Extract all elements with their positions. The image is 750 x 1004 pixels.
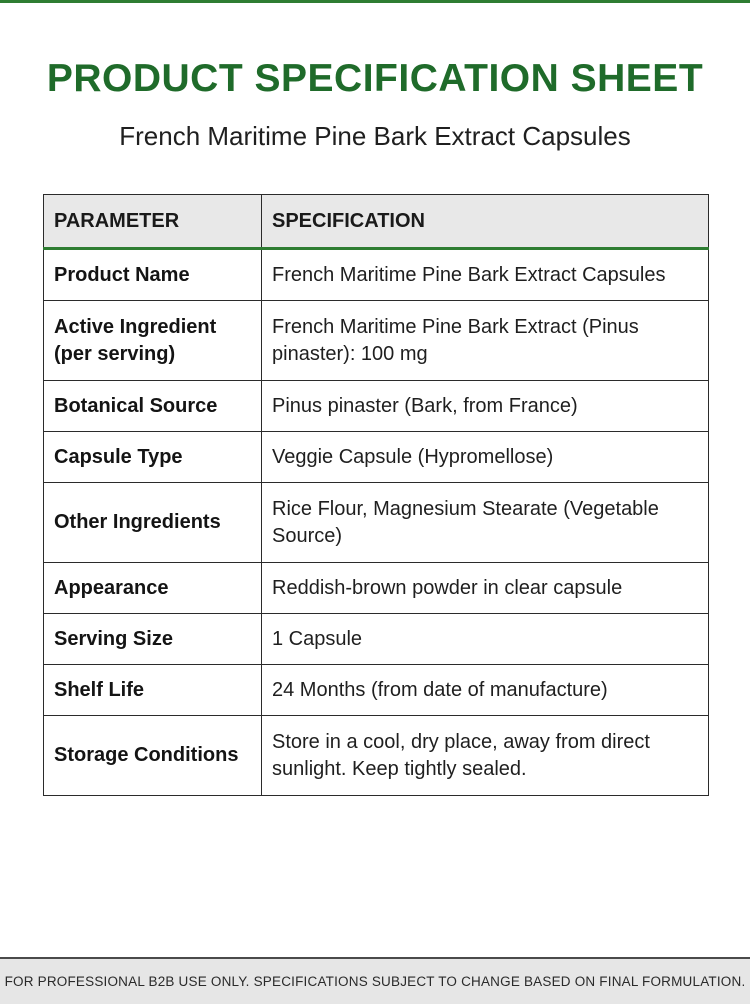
specification-cell: 1 Capsule xyxy=(262,614,709,665)
column-header-specification: SPECIFICATION xyxy=(262,195,709,249)
parameter-cell: Product Name xyxy=(44,249,262,301)
specification-cell: Pinus pinaster (Bark, from France) xyxy=(262,381,709,432)
table-header-row xyxy=(44,195,709,249)
table-row xyxy=(44,483,709,563)
table-row xyxy=(44,301,709,381)
table-row xyxy=(44,249,709,301)
parameter-cell: Capsule Type xyxy=(44,432,262,483)
specification-cell: Store in a cool, dry place, away from direct sunlight. Keep tightly sealed. xyxy=(262,716,709,796)
parameter-cell: Other Ingredients xyxy=(44,483,262,563)
specification-cell: French Maritime Pine Bark Extract (Pinus pinaster): 100 mg xyxy=(262,301,709,381)
specification-table xyxy=(43,194,709,796)
parameter-cell: Serving Size xyxy=(44,614,262,665)
page-title: PRODUCT SPECIFICATION SHEET xyxy=(46,57,704,100)
footer-disclaimer: FOR PROFESSIONAL B2B USE ONLY. SPECIFICATIONS SUBJECT TO CHANGE BASED ON FINAL FORMULATION. xyxy=(0,957,750,1004)
parameter-cell: Active Ingredient (per serving) xyxy=(44,301,262,381)
table-row xyxy=(44,716,709,796)
table-row xyxy=(44,614,709,665)
column-header-parameter: PARAMETER xyxy=(44,195,262,249)
parameter-cell: Shelf Life xyxy=(44,665,262,716)
top-accent-rule xyxy=(0,0,750,3)
specification-cell: Rice Flour, Magnesium Stearate (Vegetable Source) xyxy=(262,483,709,563)
parameter-cell: Botanical Source xyxy=(44,381,262,432)
parameter-cell: Appearance xyxy=(44,563,262,614)
table-row xyxy=(44,563,709,614)
specification-cell: Veggie Capsule (Hypromellose) xyxy=(262,432,709,483)
specification-cell: Reddish-brown powder in clear capsule xyxy=(262,563,709,614)
table-row xyxy=(44,665,709,716)
page-subtitle: French Maritime Pine Bark Extract Capsules xyxy=(119,121,631,151)
table-row xyxy=(44,432,709,483)
parameter-cell: Storage Conditions xyxy=(44,716,262,796)
specification-cell: 24 Months (from date of manufacture) xyxy=(262,665,709,716)
table-row xyxy=(44,381,709,432)
specification-cell: French Maritime Pine Bark Extract Capsules xyxy=(262,249,709,301)
